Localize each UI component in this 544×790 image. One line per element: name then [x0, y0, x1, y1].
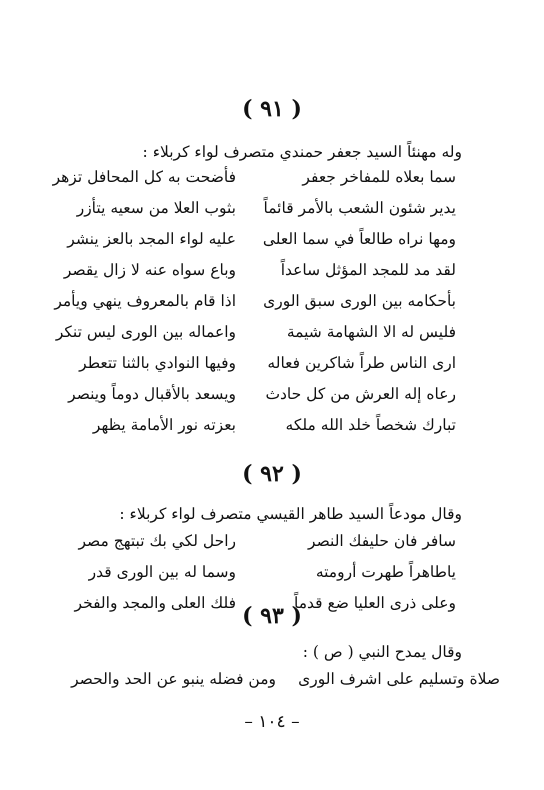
verse-hemistich-second: فلك العلى والمجد والفخر [74, 594, 236, 612]
section-intro: وقال مودعاً السيد طاهر القيسي متصرف لواء كربلاء : [119, 505, 462, 523]
section-number: ( ٩٣ ) [242, 603, 302, 629]
verse-hemistich-second: ومن فضله ينبو عن الحد والحصر [71, 670, 276, 688]
section-number: ( ٩٢ ) [242, 461, 302, 487]
verse-hemistich-first: وعلى ذرى العليا ضع قدماً [293, 594, 456, 612]
verse-hemistich-second: وسما له بين الورى قدر [88, 563, 236, 581]
verse-hemistich-first: تبارك شخصاً خلد الله ملكه [285, 416, 456, 434]
verse-hemistich-second: فأضحت به كل المحافل تزهر [52, 168, 236, 186]
verse-hemistich-first: ومها نراه طالعاً في سما العلى [262, 230, 456, 248]
verse-hemistich-first: يدير شئون الشعب بالأمر قائماً [263, 199, 456, 217]
verse-hemistich-first: سما بعلاه للمفاخر جعفر [302, 168, 456, 186]
section-intro: وله مهنئاً السيد جعفر حمندي متصرف لواء كربلاء : [142, 143, 462, 161]
verse-hemistich-first: ارى الناس طراً شاكرين فعاله [267, 354, 456, 372]
verse-hemistich-second: بعزته نور الأمامة يظهر [92, 416, 236, 434]
verse-hemistich-second: بثوب العلا من سعيه يتأزر [76, 199, 236, 217]
verse-hemistich-first: بأحكامه بين الورى سبق الورى [263, 292, 456, 310]
verse-hemistich-second: اذا قام بالمعروف ينهي ويأمر [54, 292, 236, 310]
section-intro: وقال يمدح النبي ( ص ) : [302, 643, 462, 661]
verse-hemistich-second: راحل لكي بك تبتهج مصر [78, 532, 236, 550]
verse-hemistich-second: واعماله بين الورى ليس تنكر [55, 323, 236, 341]
verse-hemistich-first: فليس له الا الشهامة شيمة [286, 323, 456, 341]
verse-hemistich-first: ياطاهراً طهرت أرومته [315, 563, 456, 581]
section-number: ( ٩١ ) [242, 96, 302, 122]
verse-hemistich-first: رعاه إله العرش من كل حادث [265, 385, 456, 403]
verse-hemistich-first: صلاة وتسليم على اشرف الورى [298, 670, 500, 688]
verse-hemistich-second: وفيها النوادي بالثنا تتعطر [79, 354, 236, 372]
verse-hemistich-second: وباع سواه عنه لا زال يقصر [63, 261, 236, 279]
verse-hemistich-second: ويسعد بالأقبال دوماً وينصر [68, 385, 236, 403]
verse-hemistich-first: سافر فان حليفك النصر [308, 532, 456, 550]
verse-hemistich-first: لقد مد للمجد المؤثل ساعداً [280, 261, 456, 279]
page-number: – ١٠٤ – [244, 712, 300, 732]
verse-hemistich-second: عليه لواء المجد بالعز ينشر [67, 230, 236, 248]
